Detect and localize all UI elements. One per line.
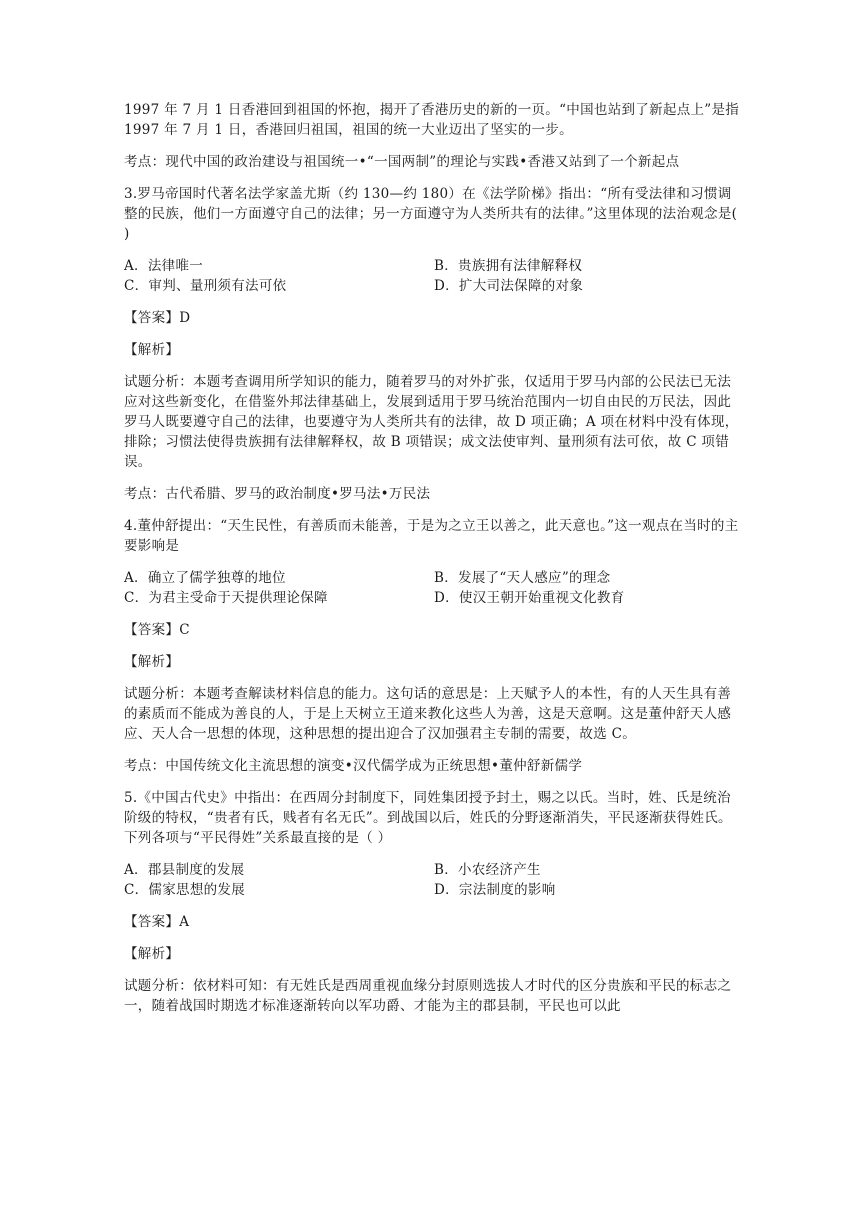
option-b: B．发展了“天人感应”的理念 <box>434 570 611 586</box>
q5-stem: 5.《中国古代史》中指出：在西周分封制度下，同姓集团授予封土，赐之以氏。当时，姓、氏是统治阶级的特权，“贵者有氏，贱者有名无氏”。到战国以后，姓氏的分野逐渐消失，平民逐渐获得姓氏。下列各项与“平民得姓”关系最直接的是（ ） <box>124 790 732 846</box>
q4-jiexi: 【解析】 <box>124 654 180 670</box>
q5-answer: 【答案】A <box>124 914 190 930</box>
option-a: A．确立了儒学独尊的地位 <box>124 570 286 586</box>
q3-jiexi: 【解析】 <box>124 342 180 358</box>
option-d: D．宗法制度的影响 <box>434 882 556 898</box>
q2-explanation-tail: 1997 年 7 月 1 日香港回到祖国的怀抱，揭开了香港历史的新的一页。“中国也站到了新起点上”是指 1997 年 7 月 1 日，香港回归祖国，祖国的统一大业迈出了坚实的一步。 <box>124 102 740 138</box>
q3-kaodian: 考点：古代希腊、罗马的政治制度•罗马法•万民法 <box>124 486 431 502</box>
q5-options <box>124 860 744 900</box>
option-b: B．小农经济产生 <box>434 862 541 878</box>
document-page <box>124 100 744 1028</box>
q5-jiexi: 【解析】 <box>124 946 180 962</box>
q3-stem: 3.罗马帝国时代著名法学家盖尤斯（约 130—约 180）在《法学阶梯》指出：“所有受法律和习惯调整的民族，他们一方面遵守自己的法律；另一方面遵守为人类所共有的法律。”这里体现的法治观念是( ) <box>124 186 738 242</box>
q4-answer: 【答案】C <box>124 622 190 638</box>
option-b: B．贵族拥有法律解释权 <box>434 258 583 274</box>
q3-options <box>124 256 744 296</box>
q4-stem: 4.董仲舒提出：“天生民性，有善质而未能善，于是为之立王以善之，此天意也。”这一观点在当时的主要影响是 <box>124 518 739 554</box>
q5-analysis: 试题分析：依材料可知：有无姓氏是西周重视血缘分封原则选拔人才时代的区分贵族和平民的标志之一，随着战国时期选才标准逐渐转向以军功爵、才能为主的郡县制，平民也可以此 <box>124 978 732 1014</box>
option-a: A．郡县制度的发展 <box>124 862 245 878</box>
q4-kaodian: 考点：中国传统文化主流思想的演变•汉代儒学成为正统思想•董仲舒新儒学 <box>124 758 583 774</box>
q3-answer: 【答案】D <box>124 310 191 326</box>
q4-options <box>124 568 744 608</box>
option-d: D．使汉王朝开始重视文化教育 <box>434 590 625 606</box>
option-c: C．为君主受命于天提供理论保障 <box>124 590 328 606</box>
q2-kaodian: 考点：现代中国的政治建设与祖国统一•“一国两制”的理论与实践•香港又站到了一个新起点 <box>124 154 680 170</box>
option-d: D．扩大司法保障的对象 <box>434 278 584 294</box>
q4-analysis: 试题分析：本题考查解读材料信息的能力。这句话的意思是：上天赋予人的本性，有的人天生具有善的素质而不能成为善良的人，于是上天树立王道来教化这些人为善，这是天意啊。这是董仲舒天人感应、天人合一思想的体现，这种思想的提出迎合了汉加强君主专制的需要，故选 C。 <box>124 686 732 742</box>
option-c: C．审判、量刑须有法可依 <box>124 278 287 294</box>
q3-analysis: 试题分析：本题考查调用所学知识的能力，随着罗马的对外扩张，仅适用于罗马内部的公民法已无法应对这些新变化，在借鉴外邦法律基础上，发展到适用于罗马统治范围内一切自由民的万民法，因此罗马人既要遵守自己的法律，也要遵守为人类所共有的法律，故 D 项正确；A 项在材料中没有体现，排除；习惯法使得贵族拥有法律解释权，故 B 项错误；成文法使审判、量刑须有法可依，故 C 项错误。 <box>124 374 739 470</box>
option-a: A．法律唯一 <box>124 258 204 274</box>
option-c: C．儒家思想的发展 <box>124 882 246 898</box>
